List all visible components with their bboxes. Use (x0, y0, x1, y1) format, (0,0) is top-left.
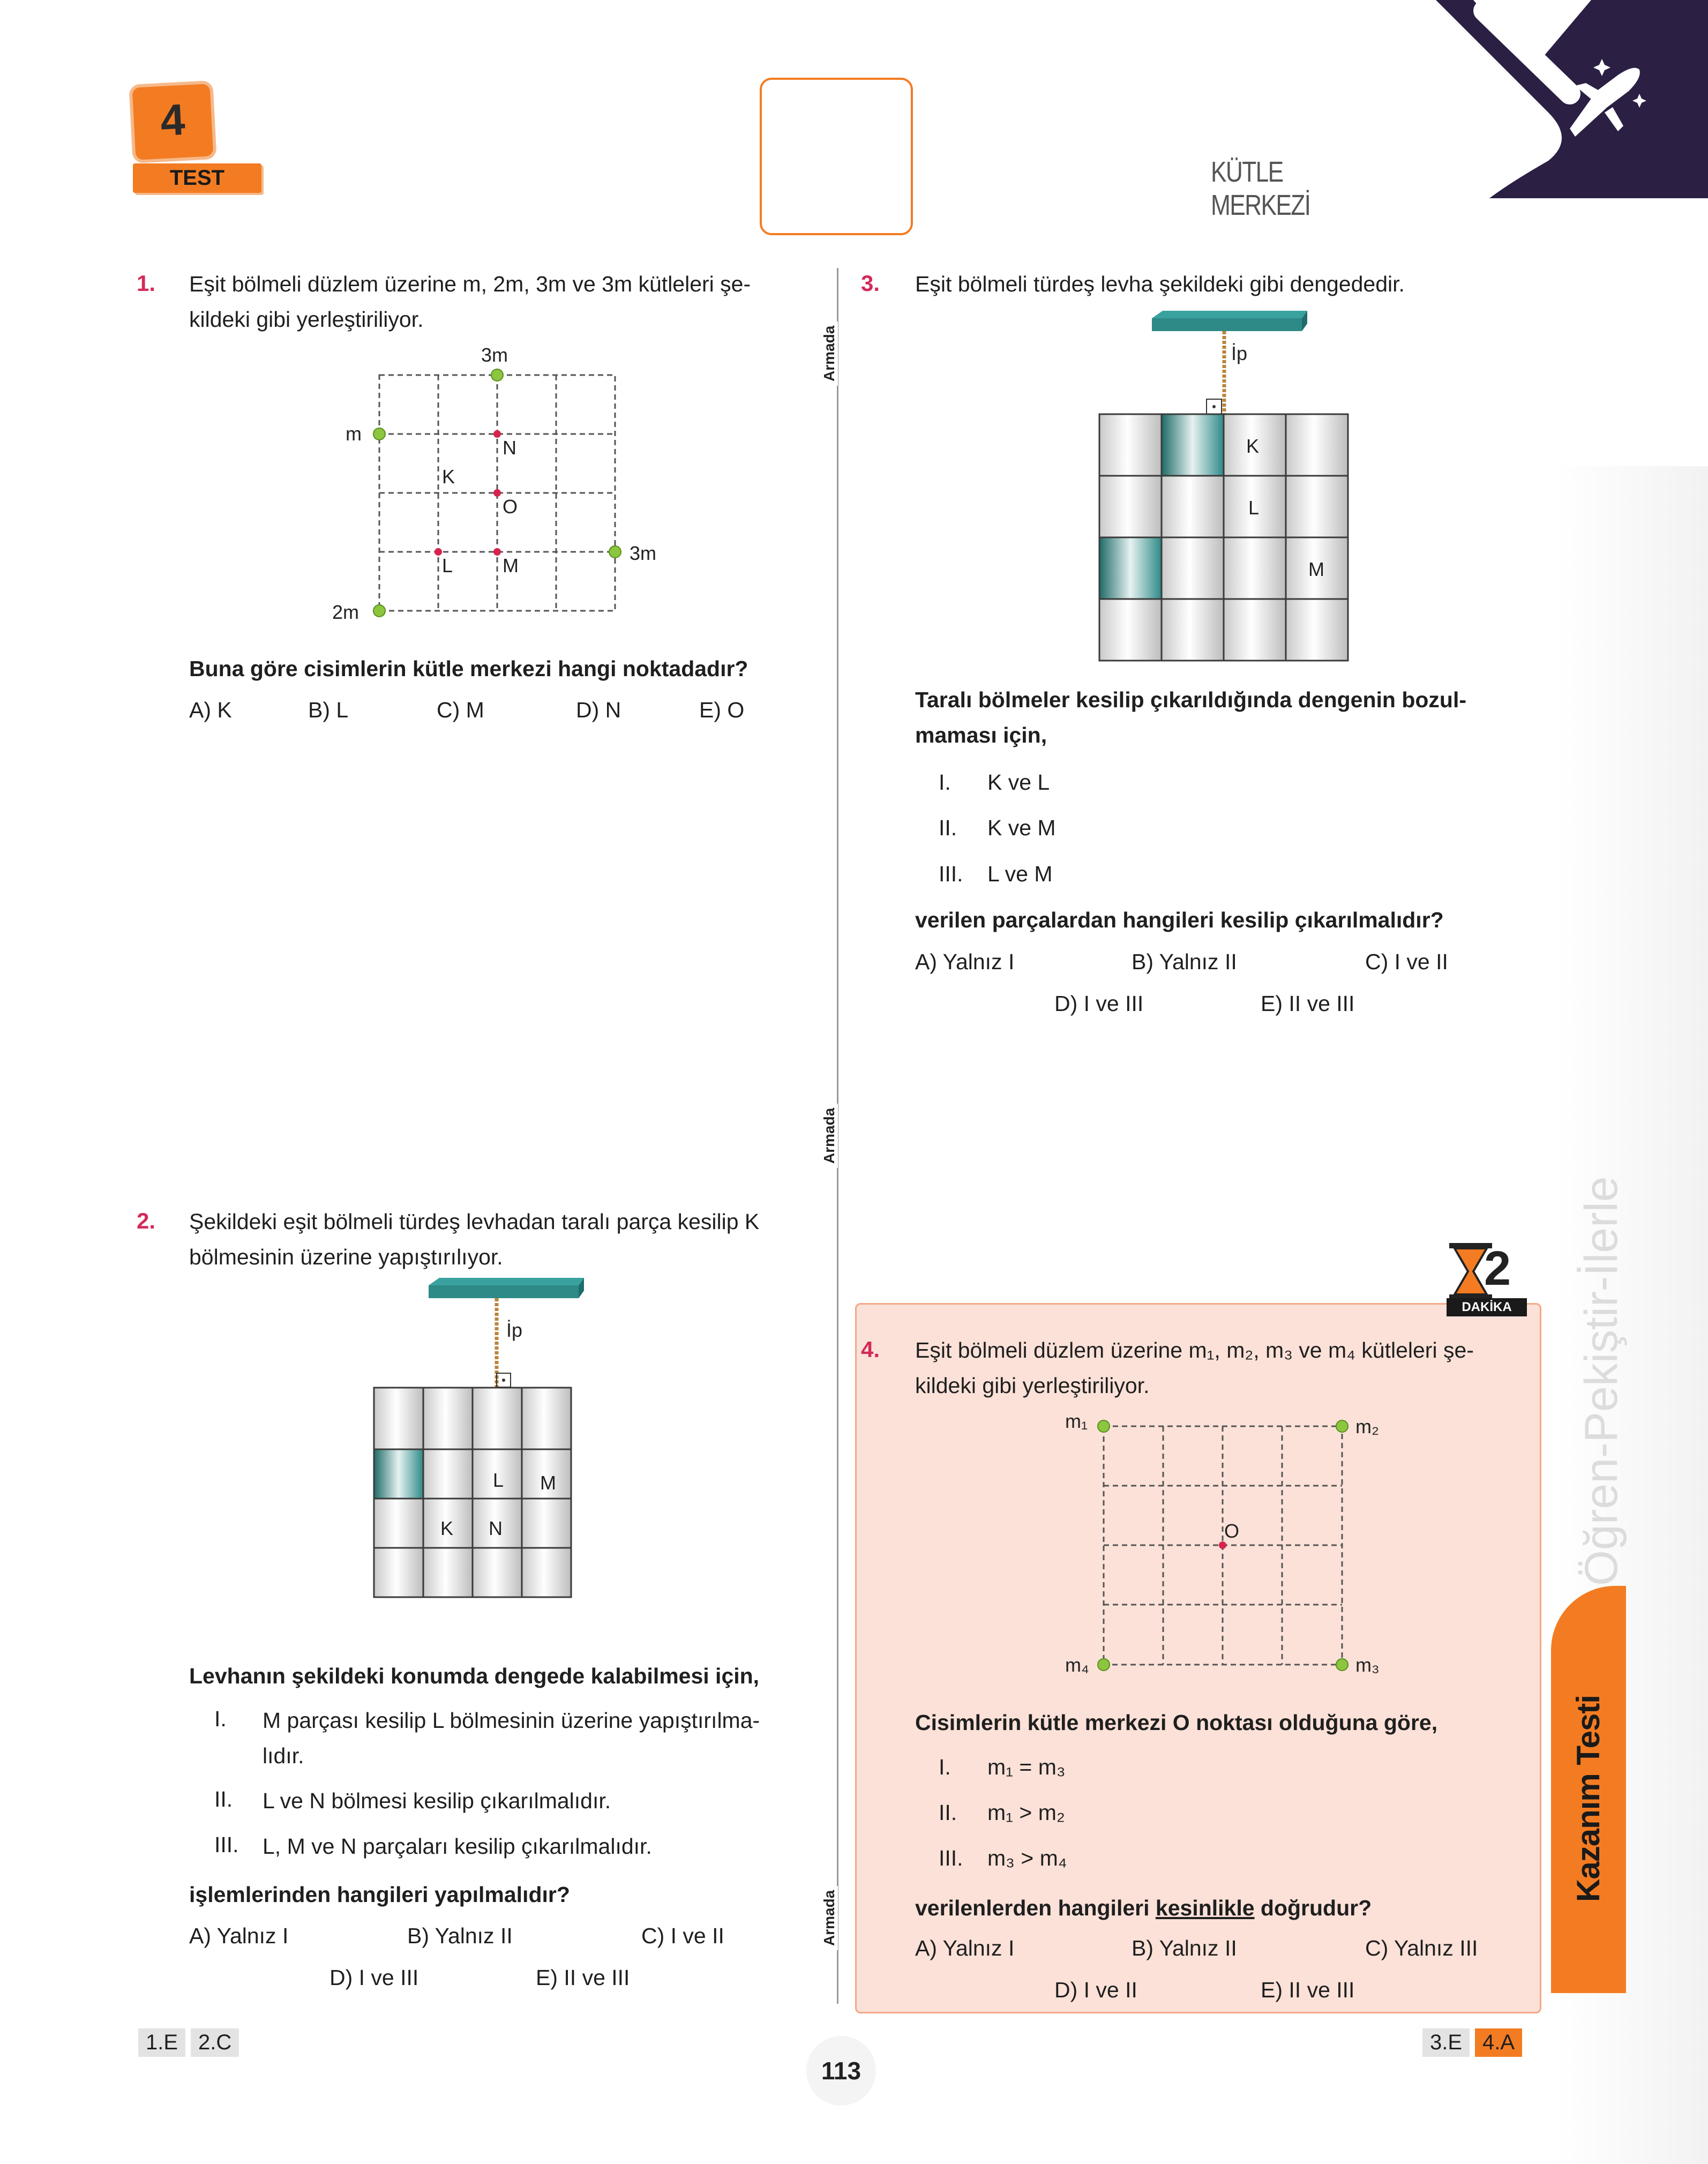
q4-prompt: verilenlerden hangileri kesinlikle doğrudur? (915, 1896, 1372, 1920)
q1-text: Eşit bölmeli düzlem üzerine m, 2m, 3m ve 3m kütleleri şe- kildeki gibi yerleştiriliyor. (189, 272, 751, 332)
q3-option-c[interactable]: C) I ve II (1365, 949, 1448, 974)
answer-key-item: 1.E (138, 2028, 185, 2057)
q2-option-d[interactable]: D) I ve III (329, 1965, 419, 1990)
side-watermark: Öğren-Pekiştir-İlerle (1576, 1176, 1627, 1586)
q1-label-O: O (503, 496, 518, 518)
q3-number: 3. (861, 271, 880, 296)
q1-label-3m-right: 3m (630, 542, 657, 564)
q1-label-m: m (346, 423, 362, 445)
q4-badge-label: DAKİKA (1447, 1298, 1527, 1316)
publisher-mark-1: Armada (821, 321, 838, 386)
q3-item-1-roman: I. (939, 770, 951, 795)
q2-item-1-roman: I. (214, 1706, 227, 1731)
q3-question: Taralı bölmeler kesilip çıkarıldığında dengenin bozul- maması için, (915, 687, 1467, 747)
q1-question: Buna göre cisimlerin kütle merkezi hangi noktadadır? (189, 656, 748, 681)
q2-option-b[interactable]: B) Yalnız II (407, 1923, 513, 1948)
test-number: 4 (159, 95, 186, 146)
q2-prompt: işlemlerinden hangileri yapılmalıdır? (189, 1882, 570, 1907)
q4-item-1-text: m₁ = m₃ (987, 1755, 1066, 1779)
q4-text: Eşit bölmeli düzlem üzerine m₁, m₂, m₃ ve m₄ kütleleri şe- kildeki gibi yerleştiriliyor. (915, 1338, 1474, 1398)
q3-option-a[interactable]: A) Yalnız I (915, 949, 1015, 974)
q3-option-b[interactable]: B) Yalnız II (1132, 949, 1237, 974)
q1-option-e[interactable]: E) O (699, 698, 745, 722)
q3-item-2-text: K ve M (987, 815, 1056, 840)
q4-label-m4: m₄ (1065, 1654, 1089, 1676)
q3-label-L: L (1248, 497, 1260, 519)
q4-point-O (1219, 1541, 1226, 1549)
q3-item-3-roman: III. (939, 862, 963, 886)
q3-item-1-text: K ve L (987, 770, 1050, 795)
q1-option-b[interactable]: B) L (308, 698, 349, 722)
q2-item-3-roman: III. (214, 1832, 239, 1857)
q4-item-1-roman: I. (939, 1755, 951, 1779)
topic-title: KÜTLE MERKEZİ (1211, 156, 1310, 221)
q3-item-3-text: L ve M (987, 862, 1053, 886)
q2-label-L: L (493, 1469, 504, 1491)
q4-number: 4. (861, 1337, 880, 1362)
q1-label-M: M (503, 555, 519, 576)
q4-label-O: O (1224, 1520, 1240, 1542)
q4-figure (1050, 1404, 1414, 1682)
test-label: TEST (133, 163, 261, 193)
q4-option-d[interactable]: D) I ve II (1054, 1978, 1137, 2002)
q1-option-d[interactable]: D) N (576, 698, 621, 722)
q2-text: Şekildeki eşit bölmeli türdeş levhadan taralı parça kesilip K bölmesinin üzerine yapıştırılıyor. (189, 1209, 760, 1269)
q3-label-K: K (1246, 435, 1260, 457)
answer-key-right (1422, 2028, 1527, 2057)
answer-key-item: 3.E (1422, 2028, 1470, 2057)
q4-item-2-roman: II. (939, 1800, 957, 1825)
publisher-mark-3: Armada (821, 1886, 838, 1950)
q1-option-c[interactable]: C) M (437, 698, 484, 722)
q3-prompt: verilen parçalardan hangileri kesilip çıkarılmalıdır? (915, 908, 1444, 932)
answer-key-item: 4.A (1475, 2028, 1522, 2057)
q2-item-1-text: M parçası kesilip L bölmesinin üzerine yapıştırılma- lıdır. (263, 1708, 760, 1768)
q4-option-c[interactable]: C) Yalnız III (1365, 1936, 1478, 1960)
q1-label-K: K (442, 466, 455, 488)
q4-item-3-roman: III. (939, 1846, 963, 1870)
q3-label-ip: İp (1231, 342, 1248, 364)
q3-label-M: M (1308, 558, 1324, 580)
q3-figure (1093, 311, 1361, 664)
answer-key-item: 2.C (191, 2028, 239, 2057)
q4-label-m1: m₁ (1065, 1410, 1088, 1432)
q3-text: Eşit bölmeli türdeş levha şekildeki gibi dengededir. (915, 272, 1405, 296)
q1-number: 1. (137, 271, 156, 296)
test-badge (132, 84, 214, 160)
q2-label-ip: İp (506, 1319, 523, 1341)
q4-badge-number: 2 (1484, 1242, 1511, 1296)
answer-key-left (138, 2028, 244, 2057)
q2-item-3-text: L, M ve N parçaları kesilip çıkarılmalıdır. (263, 1834, 652, 1859)
q4-item-2-text: m₁ > m₂ (987, 1800, 1065, 1825)
q2-item-2-roman: II. (214, 1787, 233, 1811)
q4-label-m3: m₃ (1355, 1654, 1380, 1676)
q4-prompt-emphasis: kesinlikle (1155, 1896, 1255, 1920)
q1-label-3m-top: 3m (481, 344, 508, 366)
publisher-mark-2: Armada (821, 1104, 838, 1168)
q1-label-2m: 2m (332, 601, 359, 623)
q2-item-2-text: L ve N bölmesi kesilip çıkarılmalıdır. (263, 1788, 611, 1813)
q1-label-N: N (503, 437, 516, 459)
page-number: 113 (821, 2057, 862, 2085)
q1-label-L: L (442, 555, 453, 576)
q4-option-e[interactable]: E) II ve III (1261, 1978, 1355, 2002)
q2-option-e[interactable]: E) II ve III (536, 1965, 630, 1990)
q3-option-d[interactable]: D) I ve III (1054, 991, 1144, 1016)
header-corner-graphic (1414, 0, 1708, 198)
q4-option-a[interactable]: A) Yalnız I (915, 1936, 1015, 1960)
q4-option-b[interactable]: B) Yalnız II (1132, 1936, 1237, 1960)
q4-label-m2: m₂ (1355, 1416, 1379, 1437)
side-tab-label: Kazanım Testi (1570, 1695, 1606, 1902)
q2-option-a[interactable]: A) Yalnız I (189, 1923, 289, 1948)
q4-question: Cisimlerin kütle merkezi O noktası olduğuna göre, (915, 1710, 1438, 1735)
q2-label-K: K (440, 1517, 454, 1539)
q2-question: Levhanın şekildeki konumda dengede kalabilmesi için, (189, 1664, 760, 1688)
q2-figure (370, 1278, 638, 1642)
q1-figure (332, 338, 707, 638)
q4-item-3-text: m₃ > m₄ (987, 1846, 1067, 1870)
q1-option-a[interactable]: A) K (189, 698, 232, 722)
q2-label-M: M (540, 1472, 556, 1494)
q3-option-e[interactable]: E) II ve III (1261, 991, 1355, 1016)
q4-time-badge (1447, 1242, 1527, 1317)
answer-box (760, 78, 913, 235)
q2-number: 2. (137, 1208, 156, 1233)
q2-option-c[interactable]: C) I ve II (641, 1923, 724, 1948)
q3-item-2-roman: II. (939, 815, 957, 840)
q2-label-N: N (489, 1517, 503, 1539)
